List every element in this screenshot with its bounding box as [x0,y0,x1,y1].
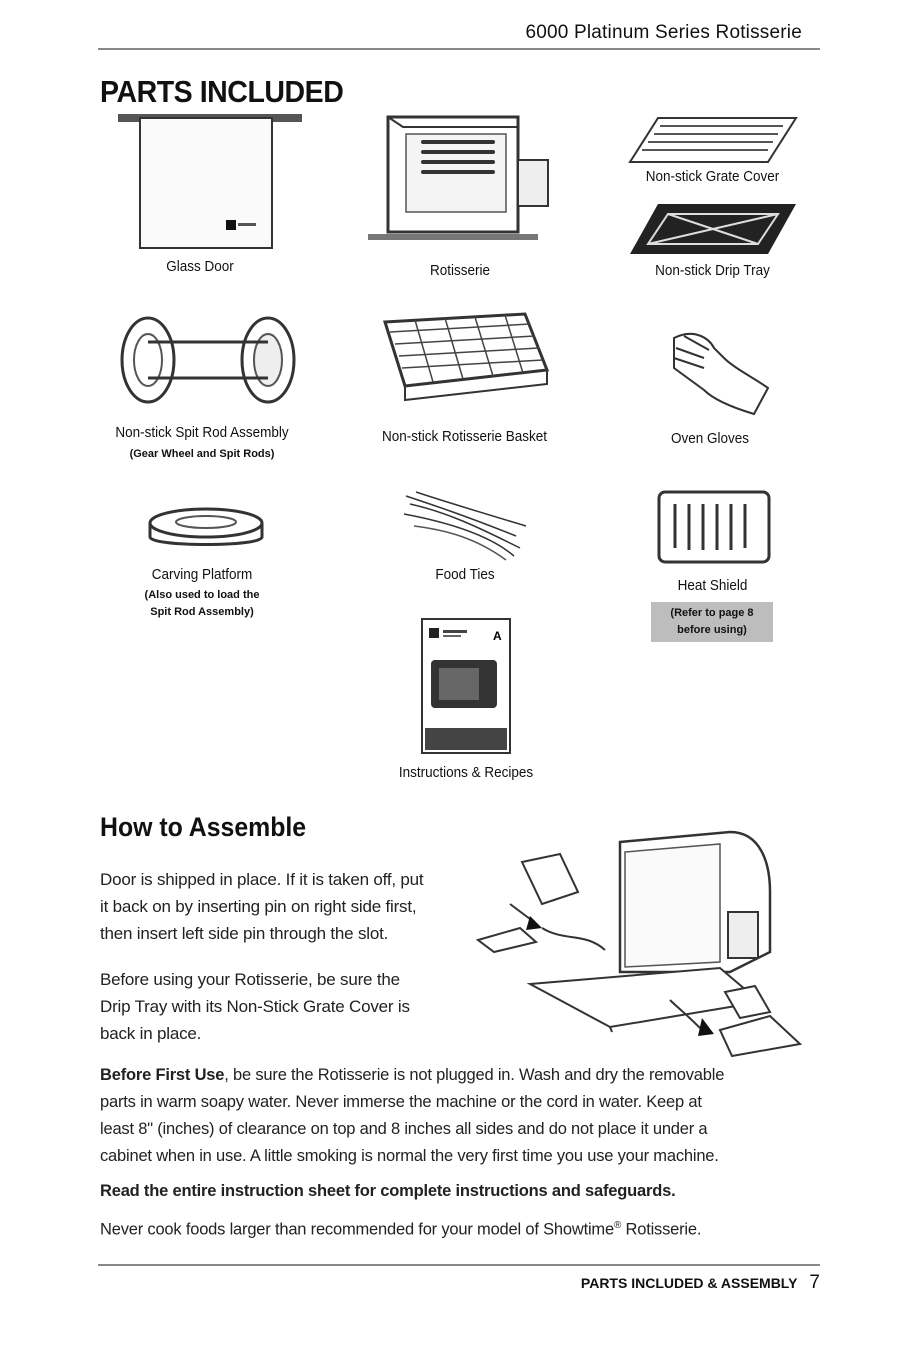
label-basket: Non-stick Rotisserie Basket [381,428,548,445]
carving-platform-illustration [146,505,266,555]
assemble-p1-line2: it back on by inserting pin on right side first, [100,897,417,916]
sub-spit-rod: (Gear Wheel and Spit Rods) [129,448,275,460]
glass-door-illustration [110,110,310,260]
page-number: 7 [809,1272,820,1293]
assemble-paragraph-1 [100,866,470,947]
label-carving-platform: Carving Platform [151,566,253,583]
label-spit-rod: Non-stick Spit Rod Assembly [115,424,289,441]
before-first-use-line4: cabinet when in use. A little smoking is normal the very first time you use your machine. [100,1147,719,1165]
before-first-use-line2: parts in warm soapy water. Never immerse the machine or the cord in water. Keep at [100,1093,702,1111]
parts-heading: PARTS INCLUDED [100,74,344,109]
footer-section: PARTS INCLUDED & ASSEMBLY [580,1275,798,1291]
label-glass-door: Glass Door [166,258,234,275]
before-first-use-label: Before First Use [100,1066,225,1084]
assemble-p2-line3: back in place. [100,1024,202,1043]
label-instructions: Instructions & Recipes [398,764,534,781]
header-rule [98,48,820,50]
footer-rule [98,1264,820,1266]
never-cook-text-b: Rotisserie. [621,1220,702,1239]
label-rotisserie: Rotisserie [429,262,491,279]
note-heat-shield-line1: (Refer to page 8 [670,607,754,619]
before-first-use-paragraph [100,1062,820,1170]
svg-text:A: A [493,629,502,643]
door-assembly-diagram [470,832,800,1062]
label-food-ties: Food Ties [435,566,495,583]
never-cook-text-a: Never cook foods larger than recommended for your model of Showtime [100,1220,614,1239]
label-grate-cover: Non-stick Grate Cover [645,168,780,185]
heat-shield-illustration [655,488,773,568]
read-instructions-line: Read the entire instruction sheet for complete instructions and safeguards. [100,1182,676,1200]
rotisserie-basket-illustration [375,310,555,405]
rotisserie-illustration [368,112,568,247]
assemble-paragraph-2 [100,966,470,1047]
grate-cover-illustration [628,116,798,166]
sub-carving-platform-line1: (Also used to load the [144,589,260,601]
note-heat-shield [651,602,773,642]
before-first-use-line3: least 8" (inches) of clearance on top and 8 inches all sides and do not place it under a [100,1120,708,1138]
assemble-p2-line1: Before using your Rotisserie, be sure the [100,970,400,989]
label-oven-gloves: Oven Gloves [670,430,750,447]
instructions-booklet-illustration [421,618,511,754]
registered-mark: ® [613,1220,622,1231]
before-first-use-line1: , be sure the Rotisserie is not plugged in. Wash and dry the removable [224,1066,725,1084]
assemble-p1-line1: Door is shipped in place. If it is taken off, put [100,870,424,889]
footer [581,1272,820,1294]
header-title: 6000 Platinum Series Rotisserie [525,22,802,43]
spit-rod-illustration [118,316,298,406]
label-heat-shield: Heat Shield [677,577,748,594]
note-heat-shield-line2: before using) [677,624,747,636]
assemble-p1-line3: then insert left side pin through the slot. [100,924,389,943]
assemble-heading: How to Assemble [100,812,307,842]
label-drip-tray: Non-stick Drip Tray [655,262,770,279]
oven-gloves-illustration [664,328,774,418]
food-ties-illustration [396,486,531,566]
sub-carving-platform-line2: Spit Rod Assembly) [150,606,254,618]
never-cook-line [100,1212,820,1244]
assemble-p2-line2: Drip Tray with its Non-Stick Grate Cover is [100,997,410,1016]
drip-tray-illustration [628,202,798,258]
